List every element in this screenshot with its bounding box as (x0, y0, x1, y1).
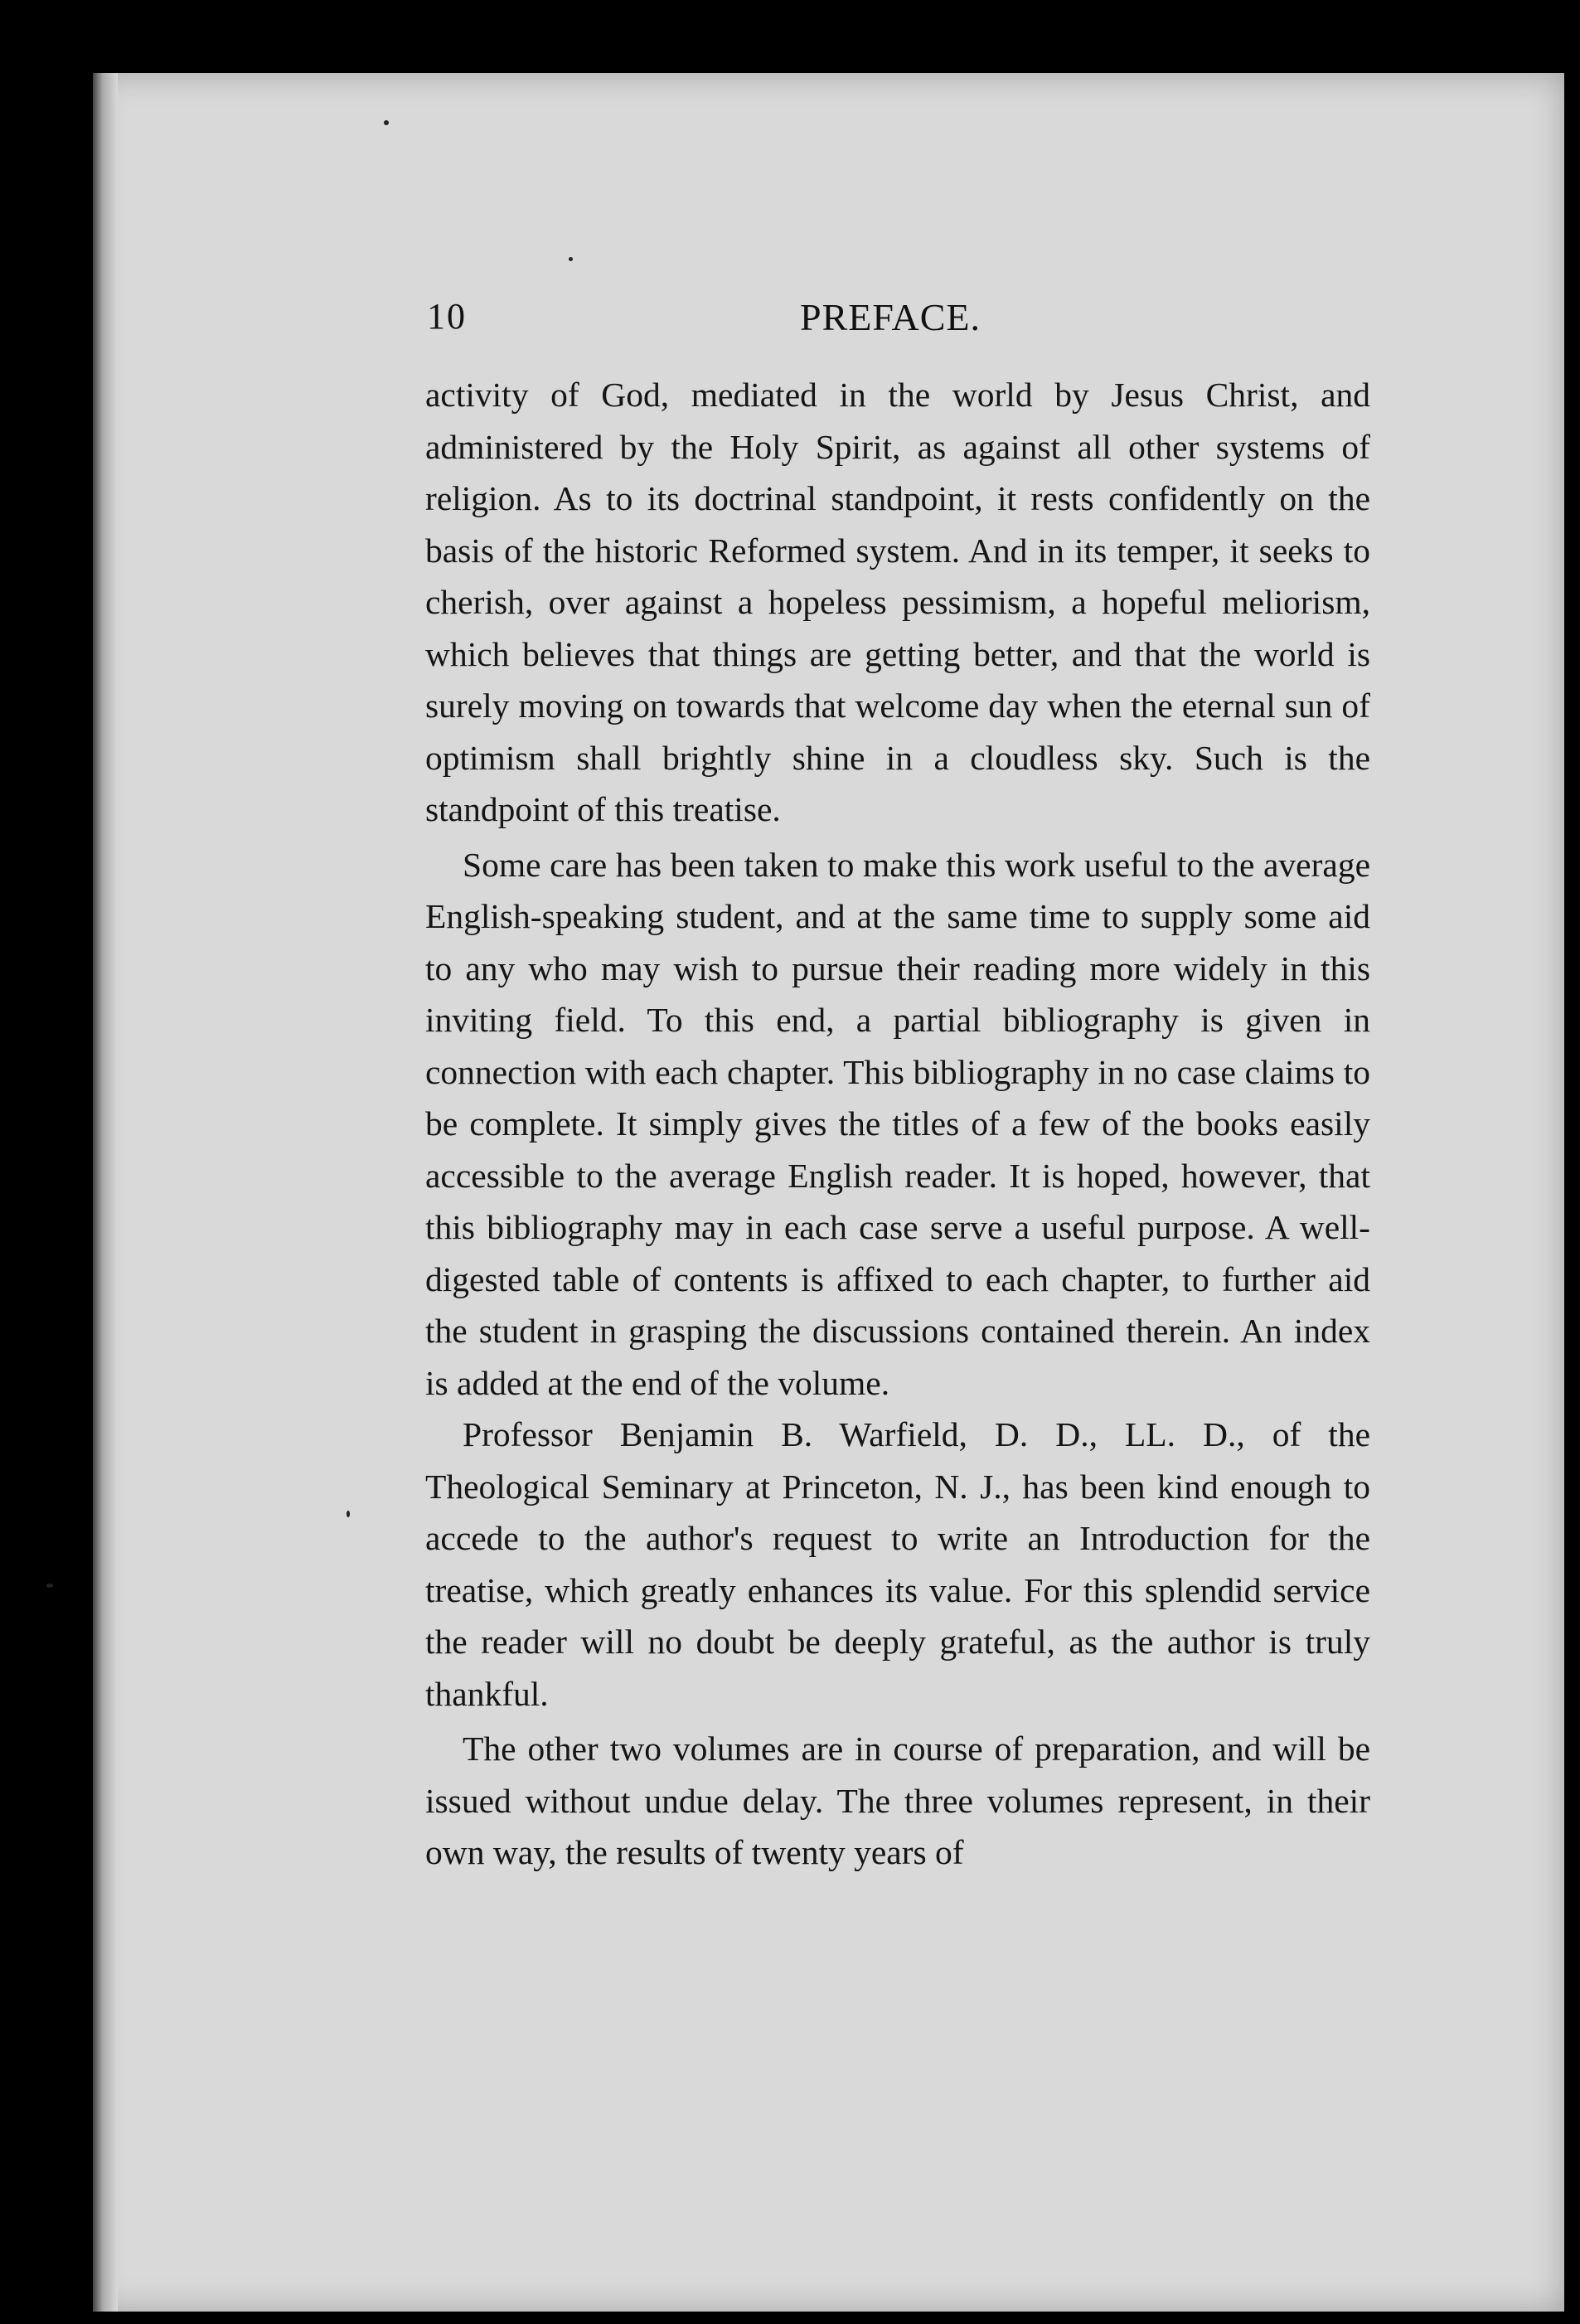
scan-speck (569, 257, 573, 261)
paragraph-2: Some care has been taken to make this work useful to the average English-speaking student, and at the same time to supply some aid to any who may wish to pursue their reading more widely in this inviting field. To this end, a partial bibliography is given in connection with each chapter. This bibliography in no case claims to be complete. It simply gives the titles of a few of the books easily accessible to the average English reader. It is hoped, however, that this bibliography may in each case serve a useful purpose. A well-digested table of contents is affixed to each chapter, to further aid the student in grasping the discussions contained therein. An index is added at the end of the volume. (425, 845, 1370, 1402)
paragraph-3: Professor Benjamin B. Warfield, D. D., LL. D., of the Theological Seminary at Princeton, N. J., has been kind enough to accede to the author's request to write an Introduction for the treatise, which greatly enhances its value. For this splendid service the reader will no doubt be deeply grateful, as the author is truly thankful. (425, 1415, 1370, 1713)
scan-speck (347, 1511, 350, 1517)
paragraph-1: activity of God, mediated in the world by Jesus Christ, and administered by the Holy Spirit, as against all other systems of religion. As to its doctrinal standpoint, it rests confidently on the basis of the historic Reformed system. And in its temper, it seeks to cherish, over against a hopeless pessimism, a hopeful meliorism, which believes that things are getting better, and that the world is surely moving on towards that welcome day when the eternal sun of optimism shall brightly shine in a cloudless sky. Such is the standpoint of this treatise. (425, 376, 1370, 828)
scan-speck (46, 1584, 53, 1588)
paragraph-4: The other two volumes are in course of preparation, and will be issued without undue delay. The three volumes represent, in their own way, the results of twenty years of (425, 1730, 1370, 1871)
page-binding-edge (93, 73, 118, 2312)
scan-speck (384, 120, 389, 125)
body-text (425, 369, 1370, 1879)
page-number: 10 (427, 296, 467, 337)
page-header (427, 295, 1372, 345)
running-head: PREFACE. (800, 296, 981, 338)
